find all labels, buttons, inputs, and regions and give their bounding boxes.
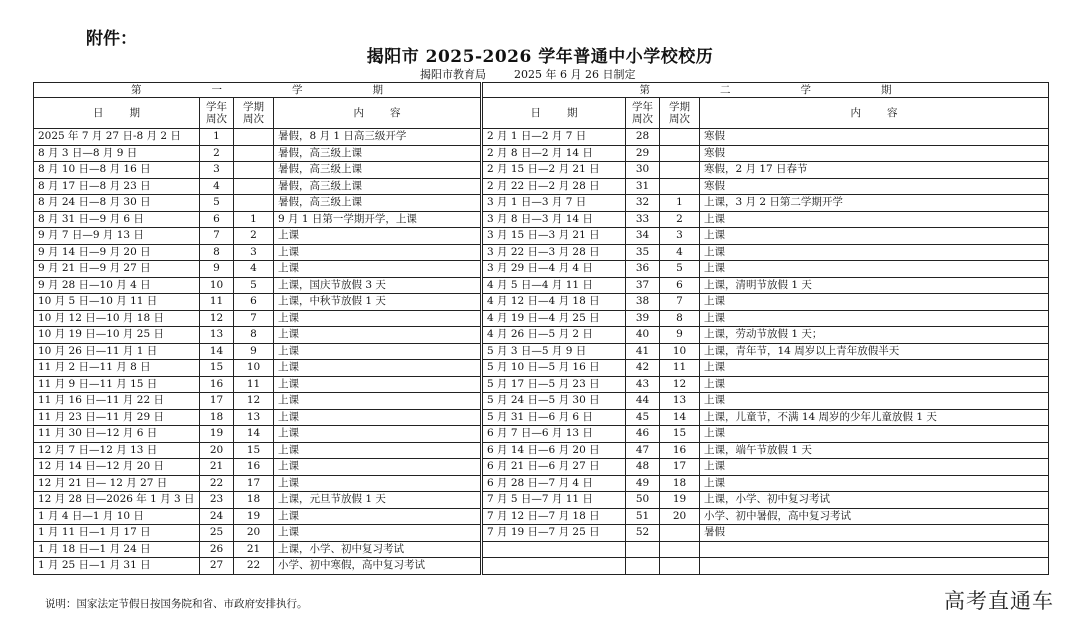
table-row	[34, 244, 1049, 261]
s2-year-week-cell: 32	[626, 195, 660, 212]
s1-sem-week-cell: 20	[234, 525, 274, 542]
s1-sem-week-cell: 7	[234, 310, 274, 327]
s2-year-week-cell	[626, 558, 660, 575]
table-row	[34, 525, 1049, 542]
s2-year-week-cell: 48	[626, 459, 660, 476]
s1-year-week-cell: 13	[200, 327, 234, 344]
s2-content-cell: 上课，儿童节，不满 14 周岁的少年儿童放假 1 天	[700, 409, 1049, 426]
s1-date-cell: 8 月 17 日—8 月 23 日	[34, 178, 200, 195]
s2-sem-week-cell	[660, 178, 700, 195]
table-row	[34, 442, 1049, 459]
s2-date-cell: 2 月 22 日—2 月 28 日	[482, 178, 626, 195]
table-row	[34, 409, 1049, 426]
attachment-label: 附件：	[86, 29, 137, 49]
s1-date-cell: 9 月 21 日—9 月 27 日	[34, 261, 200, 278]
s2-content-cell: 寒假	[700, 178, 1049, 195]
s1-date-cell: 11 月 30 日—12 月 6 日	[34, 426, 200, 443]
s2-content-cell: 上课	[700, 475, 1049, 492]
s2-year-week-cell: 36	[626, 261, 660, 278]
s2-date-cell: 5 月 10 日—5 月 16 日	[482, 360, 626, 377]
s2-content-cell: 上课	[700, 294, 1049, 311]
s1-year-week-cell: 25	[200, 525, 234, 542]
table-row	[34, 211, 1049, 228]
s2-sem-week-cell: 10	[660, 343, 700, 360]
s2-year-week-cell: 33	[626, 211, 660, 228]
s1-date-cell: 12 月 7 日—12 月 13 日	[34, 442, 200, 459]
s1-content-cell: 暑假，高三级上课	[274, 162, 482, 179]
s1-content-cell: 上课	[274, 343, 482, 360]
s2-content-cell: 上课，清明节放假 1 天	[700, 277, 1049, 294]
s1-content-cell: 上课	[274, 459, 482, 476]
s2-date-cell: 5 月 24 日—5 月 30 日	[482, 393, 626, 410]
s1-sem-week-cell	[234, 162, 274, 179]
s1-sem-week-cell: 12	[234, 393, 274, 410]
table-row	[34, 426, 1049, 443]
table-row	[34, 228, 1049, 245]
s2-year-week-cell: 34	[626, 228, 660, 245]
s1-sem-week-cell: 9	[234, 343, 274, 360]
s2-date-cell: 4 月 12 日—4 月 18 日	[482, 294, 626, 311]
s1-date-cell: 1 月 11 日—1 月 17 日	[34, 525, 200, 542]
s1-year-week-cell: 9	[200, 261, 234, 278]
s1-date-cell: 11 月 9 日—11 月 15 日	[34, 376, 200, 393]
s2-year-week-cell: 31	[626, 178, 660, 195]
table-row	[34, 492, 1049, 509]
s2-sem-week-cell: 7	[660, 294, 700, 311]
s1-content-cell: 暑假，高三级上课	[274, 195, 482, 212]
s2-date-cell: 4 月 19 日—4 月 25 日	[482, 310, 626, 327]
s1-content-cell: 上课	[274, 525, 482, 542]
table-row	[34, 558, 1049, 575]
s2-date-cell: 7 月 5 日—7 月 11 日	[482, 492, 626, 509]
s1-sem-week-cell	[234, 129, 274, 146]
s1-year-week-cell: 16	[200, 376, 234, 393]
s1-year-week-cell: 11	[200, 294, 234, 311]
s2-date-cell: 4 月 5 日—4 月 11 日	[482, 277, 626, 294]
s1-sem-week-cell: 8	[234, 327, 274, 344]
s1-year-week-cell: 15	[200, 360, 234, 377]
s2-sem-week-cell: 11	[660, 360, 700, 377]
s2-year-week-cell	[626, 541, 660, 558]
s2-year-week-cell: 38	[626, 294, 660, 311]
s1-content-cell: 上课，小学、初中复习考试	[274, 541, 482, 558]
s2-year-week-cell: 40	[626, 327, 660, 344]
s2-content-cell: 寒假	[700, 129, 1049, 146]
s1-date-cell: 10 月 19 日—10 月 25 日	[34, 327, 200, 344]
s2-date-cell: 3 月 8 日—3 月 14 日	[482, 211, 626, 228]
s1-content-cell: 暑假，高三级上课	[274, 178, 482, 195]
s1-date-cell: 1 月 25 日—1 月 31 日	[34, 558, 200, 575]
s1-date-cell: 1 月 18 日—1 月 24 日	[34, 541, 200, 558]
s2-date-cell: 7 月 12 日—7 月 18 日	[482, 508, 626, 525]
s1-date-cell: 1 月 4 日—1 月 10 日	[34, 508, 200, 525]
s2-sem-week-cell: 20	[660, 508, 700, 525]
table-row	[34, 178, 1049, 195]
s1-date-cell: 8 月 24 日—8 月 30 日	[34, 195, 200, 212]
table-row	[34, 261, 1049, 278]
subtitle	[420, 66, 760, 82]
table-row	[34, 459, 1049, 476]
page-title: 揭阳市 2025-2026 学年普通中小学校校历	[366, 47, 714, 67]
s1-year-week-cell: 19	[200, 426, 234, 443]
s2-content-cell: 上课	[700, 393, 1049, 410]
s2-content-cell: 暑假	[700, 525, 1049, 542]
s1-sem-week-cell: 5	[234, 277, 274, 294]
s2-content-cell	[700, 558, 1049, 575]
s2-content-cell: 寒假，2 月 17 日春节	[700, 162, 1049, 179]
s2-year-week-cell: 47	[626, 442, 660, 459]
s2-date-cell: 2 月 8 日—2 月 14 日	[482, 145, 626, 162]
s1-year-week-cell: 26	[200, 541, 234, 558]
s1-sem-week-cell: 6	[234, 294, 274, 311]
semester1-heading: 第一学期	[34, 83, 482, 98]
s2-year-week-cell: 39	[626, 310, 660, 327]
s2-year-week-cell: 41	[626, 343, 660, 360]
s2-sem-week-cell	[660, 145, 700, 162]
s2-year-week-cell: 43	[626, 376, 660, 393]
s1-content-cell: 上课	[274, 310, 482, 327]
table-row	[34, 327, 1049, 344]
s1-date-cell: 2025 年 7 月 27 日-8 月 2 日	[34, 129, 200, 146]
s2-content-cell: 上课	[700, 360, 1049, 377]
s1-year-week-cell: 5	[200, 195, 234, 212]
s2-year-week-cell: 35	[626, 244, 660, 261]
s2-year-week-cell: 28	[626, 129, 660, 146]
s1-date-cell: 9 月 14 日—9 月 20 日	[34, 244, 200, 261]
s2-year-week-header: 学年 周次	[626, 98, 660, 129]
s1-date-cell: 12 月 14 日—12 月 20 日	[34, 459, 200, 476]
s2-content-cell: 寒假	[700, 145, 1049, 162]
s2-year-week-cell: 51	[626, 508, 660, 525]
s2-date-cell: 3 月 1 日—3 月 7 日	[482, 195, 626, 212]
s1-content-cell: 上课	[274, 376, 482, 393]
s1-sem-week-cell: 2	[234, 228, 274, 245]
s1-sem-week-cell: 17	[234, 475, 274, 492]
s2-sem-week-cell: 8	[660, 310, 700, 327]
s1-sem-week-cell: 4	[234, 261, 274, 278]
s1-date-cell: 10 月 12 日—10 月 18 日	[34, 310, 200, 327]
s2-content-cell: 上课	[700, 244, 1049, 261]
s2-sem-week-cell: 5	[660, 261, 700, 278]
s2-date-cell	[482, 541, 626, 558]
s2-year-week-cell: 44	[626, 393, 660, 410]
s2-date-cell: 7 月 19 日—7 月 25 日	[482, 525, 626, 542]
table-row	[34, 310, 1049, 327]
s1-date-cell: 8 月 3 日—8 月 9 日	[34, 145, 200, 162]
s2-content-cell: 上课	[700, 426, 1049, 443]
s2-content-cell: 上课	[700, 310, 1049, 327]
s1-year-week-cell: 8	[200, 244, 234, 261]
s1-year-week-cell: 12	[200, 310, 234, 327]
s2-content-cell: 上课，青年节，14 周岁以上青年放假半天	[700, 343, 1049, 360]
s1-year-week-cell: 23	[200, 492, 234, 509]
s1-year-week-cell: 6	[200, 211, 234, 228]
s2-content-header: 内容	[700, 98, 1049, 129]
s2-sem-week-cell	[660, 162, 700, 179]
s2-content-cell: 上课，3 月 2 日第二学期开学	[700, 195, 1049, 212]
s2-sem-week-header: 学期 周次	[660, 98, 700, 129]
s1-content-cell: 小学、初中寒假，高中复习考试	[274, 558, 482, 575]
s1-date-cell: 11 月 2 日—11 月 8 日	[34, 360, 200, 377]
s2-year-week-cell: 29	[626, 145, 660, 162]
s2-sem-week-cell: 1	[660, 195, 700, 212]
table-row	[34, 129, 1049, 146]
s1-year-week-cell: 1	[200, 129, 234, 146]
s2-sem-week-cell: 9	[660, 327, 700, 344]
table-row	[34, 162, 1049, 179]
s1-sem-week-cell: 3	[234, 244, 274, 261]
s1-year-week-cell: 14	[200, 343, 234, 360]
s2-sem-week-cell: 18	[660, 475, 700, 492]
table-row	[34, 541, 1049, 558]
s1-sem-week-cell	[234, 178, 274, 195]
s1-content-cell: 上课	[274, 327, 482, 344]
s2-sem-week-cell: 15	[660, 426, 700, 443]
s2-sem-week-cell: 3	[660, 228, 700, 245]
table-row	[34, 393, 1049, 410]
issue-date: 2025 年 6 月 26 日制定	[514, 68, 636, 81]
s1-sem-week-cell: 13	[234, 409, 274, 426]
s2-content-cell: 上课	[700, 459, 1049, 476]
s2-date-cell: 5 月 31 日—6 月 6 日	[482, 409, 626, 426]
s2-date-cell: 6 月 7 日—6 月 13 日	[482, 426, 626, 443]
s1-content-cell: 上课	[274, 475, 482, 492]
s1-date-header: 日期	[34, 98, 200, 129]
s1-sem-week-cell	[234, 195, 274, 212]
s2-date-cell: 6 月 14 日—6 月 20 日	[482, 442, 626, 459]
s1-sem-week-cell: 22	[234, 558, 274, 575]
s2-sem-week-cell: 14	[660, 409, 700, 426]
s2-sem-week-cell: 12	[660, 376, 700, 393]
s1-content-cell: 上课	[274, 261, 482, 278]
s2-sem-week-cell	[660, 129, 700, 146]
s2-sem-week-cell: 17	[660, 459, 700, 476]
s1-sem-week-cell: 15	[234, 442, 274, 459]
s1-content-cell: 上课	[274, 393, 482, 410]
s1-content-cell: 上课	[274, 409, 482, 426]
s1-date-cell: 10 月 26 日—11 月 1 日	[34, 343, 200, 360]
s2-content-cell: 上课	[700, 376, 1049, 393]
s2-date-cell: 4 月 26 日—5 月 2 日	[482, 327, 626, 344]
s2-date-cell: 6 月 21 日—6 月 27 日	[482, 459, 626, 476]
issuer: 揭阳市教育局	[420, 68, 486, 81]
s1-sem-week-cell: 10	[234, 360, 274, 377]
s1-year-week-cell: 4	[200, 178, 234, 195]
s1-sem-week-cell: 21	[234, 541, 274, 558]
s2-sem-week-cell: 13	[660, 393, 700, 410]
calendar-sheet	[33, 82, 1048, 575]
s1-date-cell: 8 月 31 日—9 月 6 日	[34, 211, 200, 228]
table-row	[34, 195, 1049, 212]
s2-date-cell: 2 月 1 日—2 月 7 日	[482, 129, 626, 146]
s2-year-week-cell: 46	[626, 426, 660, 443]
s1-date-cell: 11 月 16 日—11 月 22 日	[34, 393, 200, 410]
s1-sem-week-cell: 14	[234, 426, 274, 443]
school-calendar-table	[33, 82, 1049, 575]
s2-sem-week-cell	[660, 558, 700, 575]
s1-date-cell: 12 月 21 日— 12 月 27 日	[34, 475, 200, 492]
footnote: 说明：国家法定节假日按国务院和省、市政府安排执行。	[45, 598, 308, 610]
s1-content-cell: 上课	[274, 508, 482, 525]
s1-year-week-cell: 21	[200, 459, 234, 476]
watermark: 高考直通车	[944, 589, 1054, 613]
s2-content-cell	[700, 541, 1049, 558]
s2-year-week-cell: 50	[626, 492, 660, 509]
s1-date-cell: 9 月 7 日—9 月 13 日	[34, 228, 200, 245]
s1-date-cell: 11 月 23 日—11 月 29 日	[34, 409, 200, 426]
s2-sem-week-cell	[660, 525, 700, 542]
s2-date-cell: 5 月 3 日—5 月 9 日	[482, 343, 626, 360]
s2-content-cell: 上课	[700, 261, 1049, 278]
s1-content-cell: 上课	[274, 426, 482, 443]
s2-date-header: 日期	[482, 98, 626, 129]
s1-year-week-cell: 7	[200, 228, 234, 245]
s2-year-week-cell: 49	[626, 475, 660, 492]
s2-date-cell: 6 月 28 日—7 月 4 日	[482, 475, 626, 492]
s2-year-week-cell: 37	[626, 277, 660, 294]
s2-sem-week-cell	[660, 541, 700, 558]
s1-year-week-cell: 27	[200, 558, 234, 575]
s2-sem-week-cell: 16	[660, 442, 700, 459]
s1-content-cell: 9 月 1 日第一学期开学，上课	[274, 211, 482, 228]
s1-year-week-cell: 24	[200, 508, 234, 525]
s2-year-week-cell: 30	[626, 162, 660, 179]
s2-sem-week-cell: 2	[660, 211, 700, 228]
s1-date-cell: 12 月 28 日—2026 年 1 月 3 日	[34, 492, 200, 509]
s2-sem-week-cell: 6	[660, 277, 700, 294]
s1-content-cell: 上课	[274, 244, 482, 261]
s2-content-cell: 小学、初中暑假，高中复习考试	[700, 508, 1049, 525]
s1-content-cell: 上课	[274, 228, 482, 245]
s1-date-cell: 8 月 10 日—8 月 16 日	[34, 162, 200, 179]
table-row	[34, 475, 1049, 492]
table-row	[34, 376, 1049, 393]
s1-sem-week-header: 学期 周次	[234, 98, 274, 129]
s2-sem-week-cell: 4	[660, 244, 700, 261]
s1-content-cell: 暑假，高三级上课	[274, 145, 482, 162]
s1-sem-week-cell: 1	[234, 211, 274, 228]
s2-year-week-cell: 45	[626, 409, 660, 426]
table-row	[34, 277, 1049, 294]
s2-date-cell: 3 月 15 日—3 月 21 日	[482, 228, 626, 245]
s1-content-cell: 上课	[274, 360, 482, 377]
s2-year-week-cell: 52	[626, 525, 660, 542]
s2-date-cell: 3 月 22 日—3 月 28 日	[482, 244, 626, 261]
s1-sem-week-cell: 19	[234, 508, 274, 525]
s1-content-cell: 上课，元旦节放假 1 天	[274, 492, 482, 509]
s1-year-week-cell: 18	[200, 409, 234, 426]
s2-year-week-cell: 42	[626, 360, 660, 377]
s2-content-cell: 上课，小学、初中复习考试	[700, 492, 1049, 509]
s1-year-week-cell: 10	[200, 277, 234, 294]
s1-year-week-cell: 17	[200, 393, 234, 410]
s1-year-week-header: 学年 周次	[200, 98, 234, 129]
s1-year-week-cell: 2	[200, 145, 234, 162]
s2-content-cell: 上课	[700, 211, 1049, 228]
s2-date-cell: 3 月 29 日—4 月 4 日	[482, 261, 626, 278]
s1-content-header: 内容	[274, 98, 482, 129]
table-row	[34, 294, 1049, 311]
semester2-heading: 第二学期	[482, 83, 1049, 98]
s1-sem-week-cell: 18	[234, 492, 274, 509]
s2-content-cell: 上课，劳动节放假 1 天；	[700, 327, 1049, 344]
table-row	[34, 508, 1049, 525]
s1-content-cell: 上课，中秋节放假 1 天	[274, 294, 482, 311]
s1-date-cell: 9 月 28 日—10 月 4 日	[34, 277, 200, 294]
s1-content-cell: 上课，国庆节放假 3 天	[274, 277, 482, 294]
s1-sem-week-cell: 16	[234, 459, 274, 476]
s1-content-cell: 暑假，8 月 1 日高三级开学	[274, 129, 482, 146]
s2-date-cell	[482, 558, 626, 575]
s1-sem-week-cell: 11	[234, 376, 274, 393]
s1-year-week-cell: 3	[200, 162, 234, 179]
calendar-body	[34, 129, 1049, 575]
s1-sem-week-cell	[234, 145, 274, 162]
s2-date-cell: 2 月 15 日—2 月 21 日	[482, 162, 626, 179]
s2-content-cell: 上课	[700, 228, 1049, 245]
s1-date-cell: 10 月 5 日—10 月 11 日	[34, 294, 200, 311]
table-row	[34, 360, 1049, 377]
s1-content-cell: 上课	[274, 442, 482, 459]
s2-date-cell: 5 月 17 日—5 月 23 日	[482, 376, 626, 393]
table-row	[34, 145, 1049, 162]
s1-year-week-cell: 22	[200, 475, 234, 492]
s2-content-cell: 上课，端午节放假 1 天	[700, 442, 1049, 459]
s2-sem-week-cell: 19	[660, 492, 700, 509]
s1-year-week-cell: 20	[200, 442, 234, 459]
table-row	[34, 343, 1049, 360]
